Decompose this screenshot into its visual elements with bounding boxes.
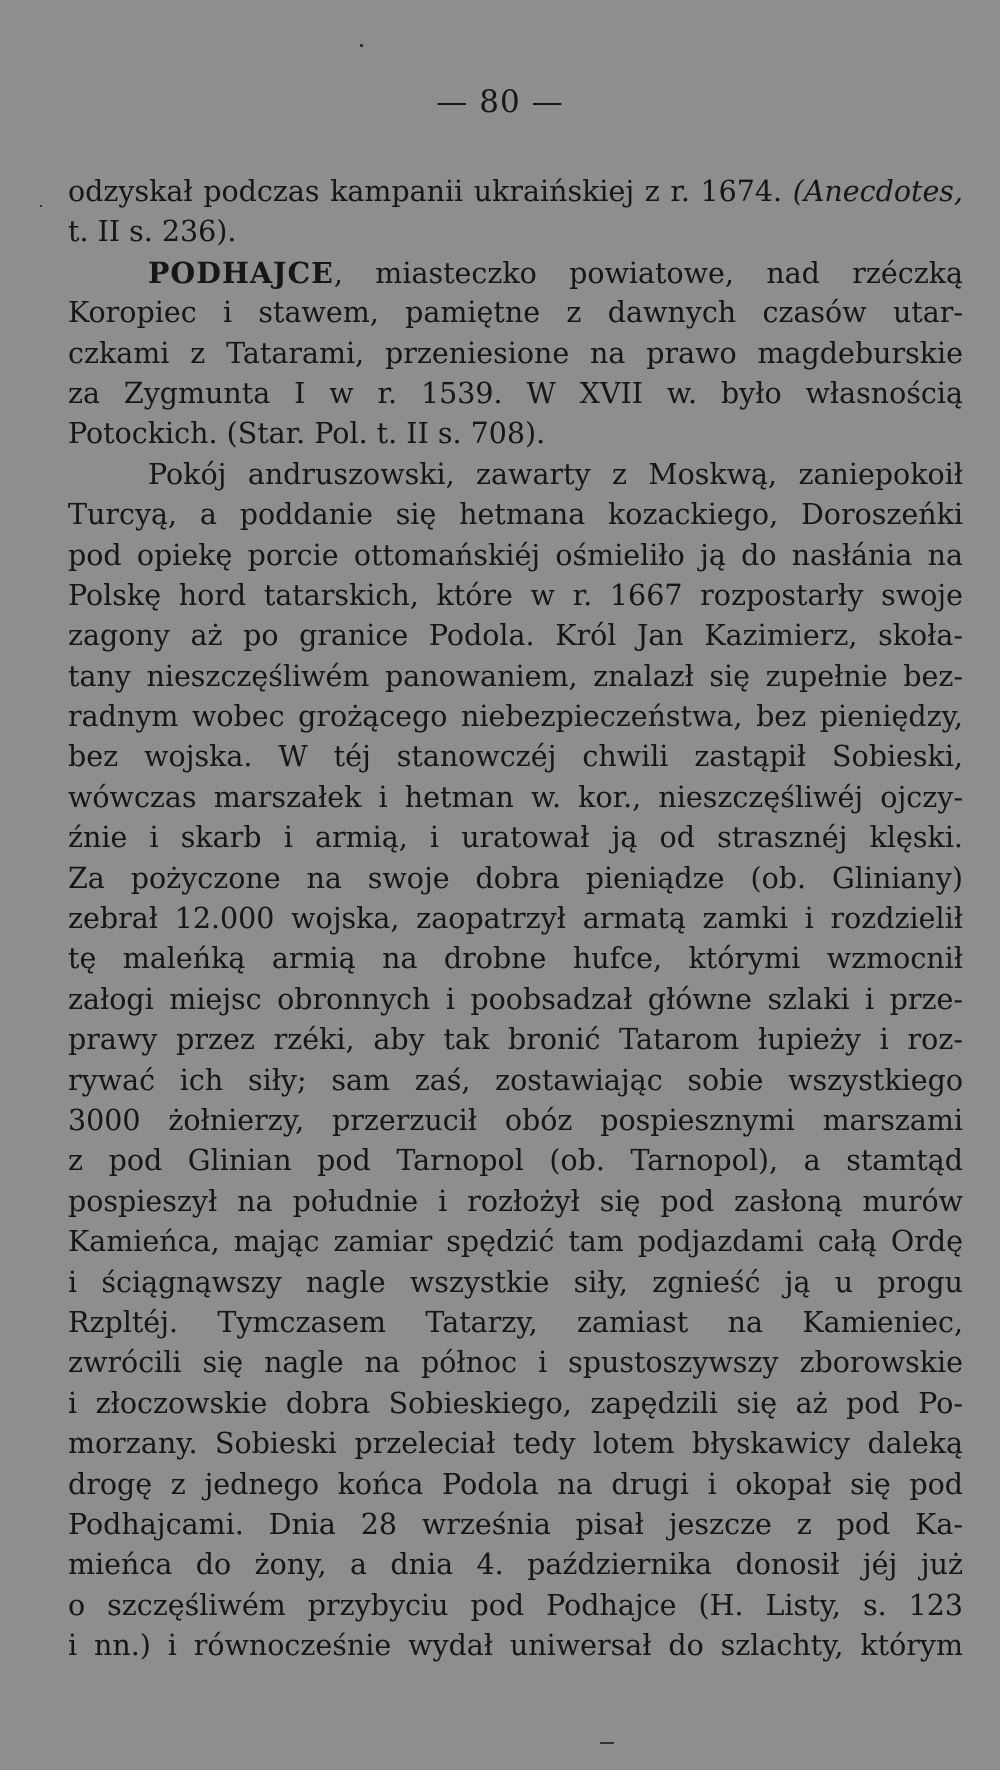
text-line — [68, 980, 963, 1020]
line-text: Podhajcami. Dnia 28 września pisał jeszcze z pod Ka- — [68, 1507, 963, 1541]
line-text: tę maleńką armią na drobne hufce, którymi wzmocnił — [68, 942, 963, 976]
line-text: tany nieszczęśliwém panowaniem, znalazł się zupełnie bez- — [68, 659, 963, 693]
line-text: drogę z jednego końca Podola na drugi i okopał się pod — [68, 1467, 963, 1501]
line-text: Koropiec i stawem, pamiętne z dawnych czasów utar- — [68, 296, 963, 330]
line-text: o szczęśliwém przybyciu pod Podhajce (H. Listy, s. 123 — [68, 1588, 963, 1622]
text-line — [68, 253, 963, 293]
line-text: odzyskał podczas kampanii ukraińskiej z r. 1674. — [68, 175, 793, 208]
italic-citation: (Anecdotes, — [792, 175, 963, 208]
line-text: Polskę hord tatarskich, które w r. 1667 rozpostarły swoje — [68, 578, 963, 612]
text-line — [68, 1141, 963, 1181]
speck-mark — [600, 1742, 614, 1744]
text-line — [68, 1424, 963, 1464]
text-line — [68, 576, 963, 616]
text-line — [68, 455, 963, 495]
text-line — [68, 536, 963, 576]
text-line — [68, 1343, 963, 1383]
text-line — [68, 374, 963, 414]
line-text: pospieszył na południe i rozłożył się pod zasłoną murów — [68, 1184, 963, 1218]
text-body — [68, 172, 963, 1666]
line-text: Potockich. (Star. Pol. t. II s. 708). — [68, 417, 546, 451]
text-line — [68, 1182, 963, 1222]
text-line — [68, 1505, 963, 1545]
line-text: zebrał 12.000 wojska, zaopatrzył armatą zamki i rozdzielił — [68, 902, 963, 936]
line-text: 3000 żołnierzy, przerzucił obóz pospiesznymi marszami — [68, 1103, 963, 1137]
line-text: i ściągnąwszy nagle wszystkie siły, zgnieść ją u progu — [68, 1265, 963, 1299]
line-text: prawy przez rzéki, aby tak bronić Tatarom łupieży i roz- — [68, 1023, 963, 1057]
entry-heading: PODHAJCE — [148, 255, 334, 290]
page-number: — 80 — — [436, 84, 564, 120]
line-text: pod opiekę porcie ottomańskiéj ośmieliło ją do nasłánia na — [68, 538, 963, 572]
line-text: Kamieńca, mając zamiar spędzić tam podjazdami całą Ordę — [68, 1225, 963, 1259]
line-text: Turcyą, a poddanie się hetmana kozackiego, Doroszeńki — [68, 498, 963, 532]
line-text: zagony aż po granice Podola. Król Jan Kazimierz, skoła- — [68, 619, 963, 653]
line-text: Rzpltéj. Tymczasem Tatarzy, zamiast na Kamieniec, — [68, 1305, 963, 1339]
text-line — [68, 1061, 963, 1101]
text-line — [68, 334, 963, 374]
text-line — [68, 293, 963, 333]
text-line — [68, 737, 963, 777]
text-line — [68, 414, 963, 454]
text-line — [68, 495, 963, 535]
line-text: mieńca do żony, a dnia 4. października donosił jéj już — [68, 1548, 963, 1582]
text-line — [68, 1303, 963, 1343]
line-text: źnie i skarb i armią, i uratował ją od strasznéj klęski. — [68, 821, 963, 855]
text-line — [68, 1222, 963, 1262]
text-line — [68, 616, 963, 656]
speck-mark — [40, 205, 42, 207]
text-line — [68, 1586, 963, 1626]
text-line — [68, 818, 963, 858]
text-line — [68, 1101, 963, 1141]
line-text: wówczas marszałek i hetman w. kor., nieszczęśliwéj ojczy- — [68, 780, 963, 814]
line-text: załogi miejsc obronnych i poobsadzał główne szlaki i prze- — [68, 982, 963, 1016]
line-text: t. II s. 236). — [68, 215, 237, 249]
text-line — [68, 657, 963, 697]
text-line — [68, 1263, 963, 1303]
line-text: Za pożyczone na swoje dobra pieniądze (ob. Gliniany) — [68, 861, 963, 895]
line-text: z pod Glinian pod Tarnopol (ob. Tarnopol), a stamtąd — [68, 1144, 963, 1178]
text-line — [68, 1384, 963, 1424]
line-text: morzany. Sobieski przeleciał tedy lotem błyskawicy daleką — [68, 1427, 963, 1461]
text-line — [68, 1020, 963, 1060]
text-line — [68, 899, 963, 939]
text-line — [68, 697, 963, 737]
text-line — [68, 212, 963, 252]
line-text: , miasteczko powiatowe, nad rzéczką — [333, 256, 963, 290]
line-text: i złoczowskie dobra Sobieskiego, zapędzili się aż pod Po- — [68, 1386, 963, 1420]
line-text: bez wojska. W téj stanowczéj chwili zastąpił Sobieski, — [68, 740, 963, 774]
line-text: czkami z Tatarami, przeniesione na prawo magdeburskie — [68, 336, 963, 370]
text-line — [68, 172, 963, 212]
text-line — [68, 778, 963, 818]
text-line — [68, 1626, 963, 1666]
line-text: Pokój andruszowski, zawarty z Moskwą, zaniepokoił — [148, 457, 963, 491]
speck-mark — [360, 44, 363, 47]
line-text: rywać ich siły; sam zaś, zostawiając sobie wszystkiego — [68, 1063, 963, 1097]
text-line — [68, 1545, 963, 1585]
line-text: i nn.) i równocześnie wydał uniwersał do szlachty, którym — [68, 1629, 963, 1663]
text-line — [68, 939, 963, 979]
line-text: za Zygmunta I w r. 1539. W XVII w. było własnością — [68, 376, 963, 410]
text-line — [68, 859, 963, 899]
line-text: zwrócili się nagle na północ i spustoszywszy zborowskie — [68, 1346, 963, 1380]
line-text: radnym wobec grożącego niebezpieczeństwa, bez pieniędzy, — [68, 700, 963, 734]
text-line — [68, 1465, 963, 1505]
